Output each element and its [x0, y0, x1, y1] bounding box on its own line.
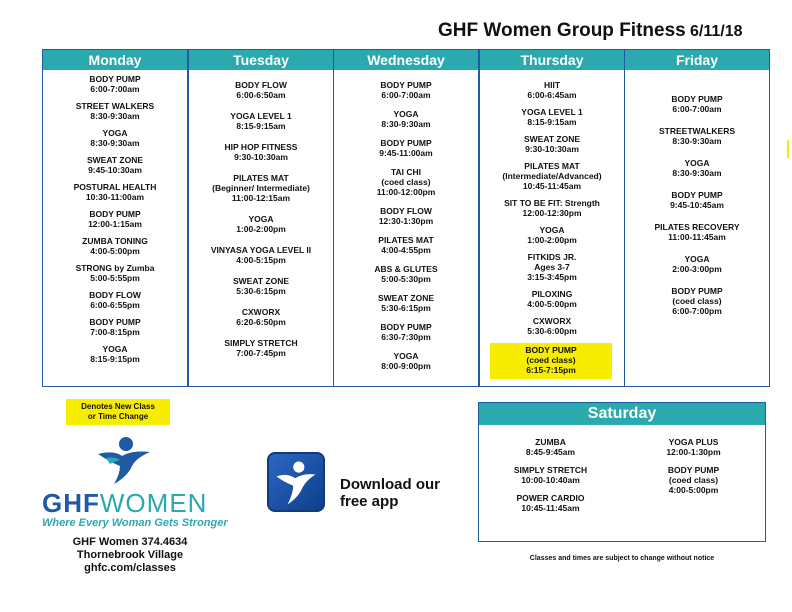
- class-list: [334, 70, 478, 371]
- class-time: 11:00-12:15am: [231, 193, 291, 203]
- class-name: BODY PUMP: [89, 317, 141, 327]
- saturday-header: Saturday: [479, 403, 765, 425]
- class-time: 11:00-12:00pm: [376, 187, 436, 197]
- class-name: SIT TO BE FIT: Strength: [504, 198, 600, 208]
- class-name: BODY PUMP: [525, 345, 577, 355]
- class-time: 4:00-5:00pm: [90, 246, 140, 256]
- class-entry: [43, 74, 187, 94]
- class-entry: [334, 264, 478, 284]
- app-line-1: Download our: [340, 476, 440, 493]
- class-name: YOGA LEVEL 1: [230, 111, 292, 121]
- class-note: (Beginner/ Intermediate): [212, 183, 310, 193]
- class-time: 6:00-7:00am: [90, 84, 140, 94]
- class-time: 5:30-6:15pm: [381, 303, 431, 313]
- class-time: 1:00-2:00pm: [236, 224, 286, 234]
- class-name: POWER CARDIO: [516, 493, 585, 503]
- class-entry: [625, 158, 769, 178]
- class-name: BODY PUMP: [671, 190, 723, 200]
- class-time: 8:15-9:15pm: [90, 354, 140, 364]
- class-entry: [43, 317, 187, 337]
- class-time: 6:00-6:50am: [236, 90, 286, 100]
- class-entry: [189, 276, 333, 296]
- class-entry: [480, 161, 624, 191]
- day-header-monday: Monday: [43, 50, 187, 70]
- class-name: PILATES MAT: [524, 161, 580, 171]
- class-time: 4:00-4:55pm: [381, 245, 431, 255]
- class-name: BODY PUMP: [671, 286, 723, 296]
- app-figure-icon: [269, 454, 323, 510]
- class-entry: [334, 293, 478, 313]
- class-time: 7:00-8:15pm: [90, 327, 140, 337]
- class-name: SIMPLY STRETCH: [224, 338, 298, 348]
- class-name: STREETWALKERS: [658, 126, 736, 136]
- class-name: SWEAT ZONE: [377, 293, 435, 303]
- class-time: 10:00-10:40am: [521, 475, 580, 485]
- brand-women: WOMEN: [99, 488, 208, 518]
- class-name: SWEAT ZONE: [86, 155, 144, 165]
- class-entry: [479, 493, 622, 513]
- class-note: (coed class): [526, 355, 576, 365]
- class-time: 6:00-6:45am: [527, 90, 577, 100]
- class-time: 4:00-5:15pm: [236, 255, 286, 265]
- class-time: 8:15-9:15am: [236, 121, 286, 131]
- class-entry: [334, 80, 478, 100]
- class-time: 12:30-1:30pm: [378, 216, 434, 226]
- class-list: [189, 70, 333, 358]
- class-entry: [480, 134, 624, 154]
- schedule-date: 6/11/18: [690, 23, 743, 40]
- class-name: BODY FLOW: [235, 80, 287, 90]
- class-name: BODY PUMP: [89, 209, 141, 219]
- day-column-friday: [624, 49, 770, 387]
- class-time: 5:30-6:00pm: [527, 326, 577, 336]
- class-time: 6:15-7:15pm: [526, 365, 576, 375]
- class-entry: [625, 126, 769, 146]
- class-entry: [622, 437, 765, 457]
- class-name: SIMPLY STRETCH: [513, 465, 588, 475]
- class-time: 5:30-6:15pm: [236, 286, 286, 296]
- class-name: YOGA LEVEL 1: [521, 107, 583, 117]
- class-entry: [334, 322, 478, 342]
- class-name: TAI CHI: [390, 167, 422, 177]
- class-time: 11:00-11:45am: [668, 232, 726, 242]
- class-entry: [43, 101, 187, 121]
- class-note: (Intermediate/Advanced): [502, 171, 602, 181]
- class-entry: [334, 206, 478, 226]
- class-time: 7:00-7:45pm: [236, 348, 286, 358]
- class-name: CXWORX: [532, 316, 572, 326]
- day-column-wednesday: [333, 49, 479, 387]
- class-time: 8:30-9:30am: [90, 111, 140, 121]
- class-entry: [189, 80, 333, 100]
- tagline: Where Every Woman Gets Stronger: [42, 517, 228, 529]
- class-time: 6:00-7:00pm: [672, 306, 722, 316]
- class-time: 3:15-3:45pm: [527, 272, 577, 282]
- class-name: HIIT: [543, 80, 561, 90]
- class-name: BODY PUMP: [671, 94, 723, 104]
- class-name: BODY PUMP: [380, 322, 432, 332]
- class-name: FITKIDS JR.: [527, 252, 577, 262]
- ghf-women-logo-icon: [92, 436, 156, 486]
- class-time: 4:00-5:00pm: [527, 299, 577, 309]
- class-entry: [43, 209, 187, 229]
- class-entry: [189, 245, 333, 265]
- brand-ghf: GHF: [42, 488, 100, 518]
- class-entry: [189, 111, 333, 131]
- class-entry: [480, 316, 624, 336]
- day-column-monday: [42, 49, 188, 387]
- class-time: 10:30-11:00am: [85, 192, 145, 202]
- edge-highlight-mark: [787, 140, 789, 158]
- contact-location: Thornebrook Village: [76, 549, 184, 561]
- class-name: HIP HOP FITNESS: [224, 142, 298, 152]
- class-name: ABS & GLUTES: [374, 264, 438, 274]
- ghf-app-icon[interactable]: [267, 452, 325, 512]
- class-entry: [622, 465, 765, 495]
- class-entry: [625, 94, 769, 114]
- class-entry: [43, 155, 187, 175]
- class-note: (coed class): [381, 177, 431, 187]
- class-name: SWEAT ZONE: [232, 276, 290, 286]
- contact-info: [60, 536, 200, 575]
- class-name: YOGA PLUS: [668, 437, 719, 447]
- app-line-2: free app: [340, 493, 399, 510]
- class-entry: [189, 142, 333, 162]
- saturday-left-column: [479, 437, 622, 521]
- class-entry: [334, 109, 478, 129]
- class-time: 9:45-10:45am: [670, 200, 724, 210]
- legend-line-2: or Time Change: [87, 412, 149, 421]
- class-time: 6:00-7:00am: [672, 104, 722, 114]
- class-time: 5:00-5:55pm: [90, 273, 140, 283]
- class-name: YOGA: [102, 128, 128, 138]
- class-note: (coed class): [668, 475, 719, 485]
- class-time: 12:00-12:30pm: [522, 208, 582, 218]
- download-app-text[interactable]: [340, 476, 440, 510]
- class-name: ZUMBA: [535, 437, 566, 447]
- class-time: 9:30-10:30am: [525, 144, 579, 154]
- class-entry: [334, 235, 478, 255]
- day-header-friday: Friday: [625, 50, 769, 70]
- class-name: BODY PUMP: [667, 465, 720, 475]
- class-name: ZUMBA TONING: [82, 236, 148, 246]
- class-entry: [490, 343, 612, 379]
- class-name: BODY FLOW: [380, 206, 432, 216]
- class-time: 1:00-2:00pm: [527, 235, 577, 245]
- class-entry: [625, 222, 769, 242]
- class-time: 9:45-11:00am: [379, 148, 433, 158]
- class-entry: [334, 138, 478, 158]
- class-name: YOGA: [102, 344, 128, 354]
- class-name: STREET WALKERS: [75, 101, 155, 111]
- day-header-wednesday: Wednesday: [334, 50, 478, 70]
- class-name: YOGA: [393, 351, 419, 361]
- class-note: (coed class): [672, 296, 722, 306]
- class-time: 8:30-9:30am: [90, 138, 140, 148]
- class-time: 9:30-10:30am: [234, 152, 288, 162]
- class-name: YOGA: [684, 254, 710, 264]
- class-time: 5:00-5:30pm: [381, 274, 431, 284]
- class-name: CXWORX: [241, 307, 281, 317]
- class-name: PILOXING: [531, 289, 573, 299]
- class-entry: [480, 225, 624, 245]
- class-time: 2:00-3:00pm: [672, 264, 722, 274]
- class-entry: [43, 128, 187, 148]
- class-time: 12:00-1:15am: [88, 219, 142, 229]
- class-entry: [189, 214, 333, 234]
- class-entry: [625, 254, 769, 274]
- class-name: SWEAT ZONE: [523, 134, 581, 144]
- class-entry: [334, 167, 478, 197]
- class-entry: [334, 351, 478, 371]
- legend-line-1: Denotes New Class: [81, 402, 155, 411]
- class-entry: [43, 344, 187, 364]
- class-entry: [480, 252, 624, 282]
- disclaimer: Classes and times are subject to change without notice: [529, 555, 715, 562]
- class-entry: [480, 80, 624, 100]
- ghf-women-wordmark: [42, 488, 207, 519]
- class-time: 12:00-1:30pm: [666, 447, 721, 457]
- class-name: BODY PUMP: [380, 138, 432, 148]
- day-column-thursday: [479, 49, 625, 387]
- class-entry: [480, 289, 624, 309]
- class-entry: [625, 286, 769, 316]
- class-time: 6:30-7:30pm: [381, 332, 431, 342]
- class-entry: [480, 198, 624, 218]
- class-time: 8:30-9:30am: [672, 136, 722, 146]
- class-entry: [479, 465, 622, 485]
- page-title: GHF Women Group Fitness: [438, 20, 686, 41]
- new-class-legend: [66, 399, 170, 425]
- class-entry: [625, 190, 769, 210]
- day-header-tuesday: Tuesday: [189, 50, 333, 70]
- class-entry: [189, 338, 333, 358]
- class-entry: [480, 107, 624, 127]
- class-time: 8:30-9:30am: [381, 119, 431, 129]
- class-list: [625, 70, 769, 316]
- class-name: PILATES MAT: [378, 235, 434, 245]
- class-name: STRONG by Zumba: [75, 263, 155, 273]
- class-entry: [189, 173, 333, 203]
- class-name: POSTURAL HEALTH: [73, 182, 157, 192]
- class-entry: [189, 307, 333, 327]
- saturday-right-column: [622, 437, 765, 521]
- class-time: 8:15-9:15am: [527, 117, 577, 127]
- class-time: 4:00-5:00pm: [668, 485, 719, 495]
- class-time: 8:45-9:45am: [525, 447, 576, 457]
- saturday-schedule: [478, 402, 766, 542]
- class-entry: [43, 236, 187, 256]
- class-time: 6:20-6:50pm: [236, 317, 286, 327]
- day-header-thursday: Thursday: [480, 50, 624, 70]
- class-entry: [43, 263, 187, 283]
- class-time: 8:00-9:00pm: [381, 361, 431, 371]
- class-time: 10:45-11:45am: [522, 181, 582, 191]
- class-time: 9:45-10:30am: [88, 165, 142, 175]
- class-name: YOGA: [248, 214, 274, 224]
- class-name: BODY PUMP: [89, 74, 141, 84]
- class-name: BODY PUMP: [380, 80, 432, 90]
- class-time: 8:30-9:30am: [672, 168, 722, 178]
- class-list: [480, 70, 624, 379]
- class-entry: [43, 290, 187, 310]
- class-time: 10:45-11:45am: [521, 503, 580, 513]
- class-name: BODY FLOW: [89, 290, 141, 300]
- class-time: 6:00-6:55pm: [90, 300, 140, 310]
- class-time: 6:00-7:00am: [381, 90, 431, 100]
- contact-phone: GHF Women 374.4634: [72, 536, 188, 548]
- class-name: VINYASA YOGA LEVEL II: [210, 245, 312, 255]
- class-name: YOGA: [684, 158, 710, 168]
- class-entry: [43, 182, 187, 202]
- day-column-tuesday: [188, 49, 334, 387]
- class-name: YOGA: [393, 109, 419, 119]
- class-name: YOGA: [539, 225, 565, 235]
- class-name: PILATES MAT: [233, 173, 289, 183]
- class-list: [43, 70, 187, 364]
- class-entry: [479, 437, 622, 457]
- contact-website[interactable]: ghfc.com/classes: [84, 562, 176, 574]
- class-name: PILATES RECOVERY: [654, 222, 740, 232]
- class-note: Ages 3-7: [534, 262, 570, 272]
